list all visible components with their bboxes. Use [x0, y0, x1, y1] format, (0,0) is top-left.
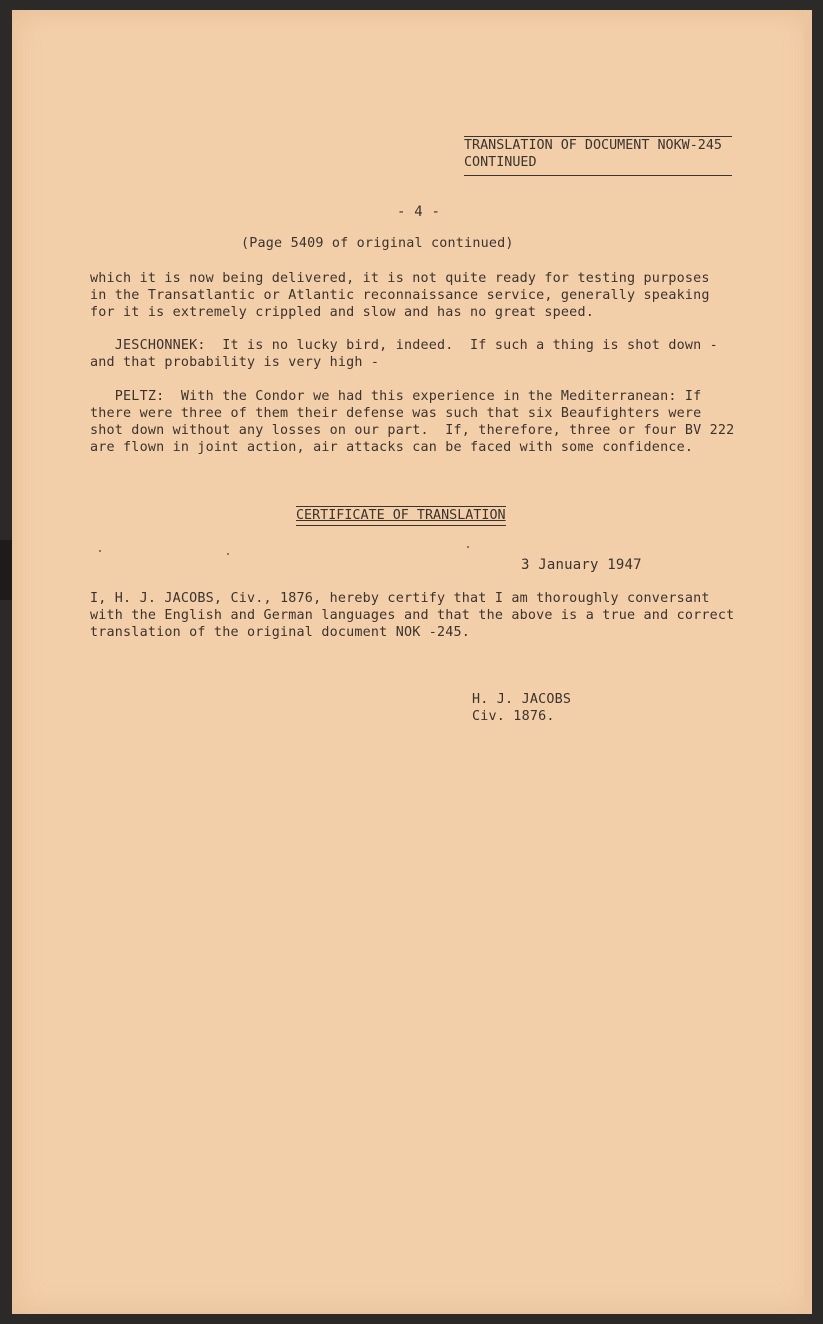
- page-edge: [804, 10, 812, 1314]
- certificate-date: 3 January 1947: [521, 557, 642, 573]
- certificate-line: I, H. J. JACOBS, Civ., 1876, hereby certify that I am thoroughly conversant: [90, 591, 710, 606]
- body-line: there were three of them their defense was such that six Beaufighters were: [90, 406, 702, 421]
- signature-id: Civ. 1876.: [472, 709, 555, 724]
- signature-name: H. J. JACOBS: [472, 692, 572, 707]
- body-line: are flown in joint action, air attacks can be faced with some confidence.: [90, 440, 694, 455]
- header-title: TRANSLATION OF DOCUMENT NOKW-245: [464, 138, 722, 153]
- body-line: and that probability is very high -: [90, 355, 380, 370]
- body-line: which it is now being delivered, it is not quite ready for testing purposes: [90, 271, 710, 286]
- body-line: in the Transatlantic or Atlantic reconnaissance service, generally speaking: [90, 288, 710, 303]
- paper-mark: [99, 550, 101, 552]
- body-line: for it is extremely crippled and slow and has no great speed.: [90, 305, 594, 320]
- document-header: [464, 136, 732, 176]
- page-number: - 4 -: [397, 204, 441, 220]
- paper-mark: [467, 546, 469, 548]
- body-line: JESCHONNEK: It is no lucky bird, indeed. If such a thing is shot down -: [90, 338, 718, 353]
- body-line: shot down without any losses on our part. If, therefore, three or four BV 222: [90, 423, 735, 438]
- header-continued: CONTINUED: [464, 155, 537, 170]
- certificate-line: with the English and German languages and that the above is a true and correct: [90, 608, 735, 623]
- binding-notch: [0, 540, 12, 600]
- certificate-heading: CERTIFICATE OF TRANSLATION: [296, 506, 506, 526]
- page-reference: (Page 5409 of original continued): [241, 236, 514, 251]
- certificate-line: translation of the original document NOK -245.: [90, 625, 471, 640]
- body-line: PELTZ: With the Condor we had this experience in the Mediterranean: If: [90, 389, 702, 404]
- paper-mark: [227, 553, 229, 555]
